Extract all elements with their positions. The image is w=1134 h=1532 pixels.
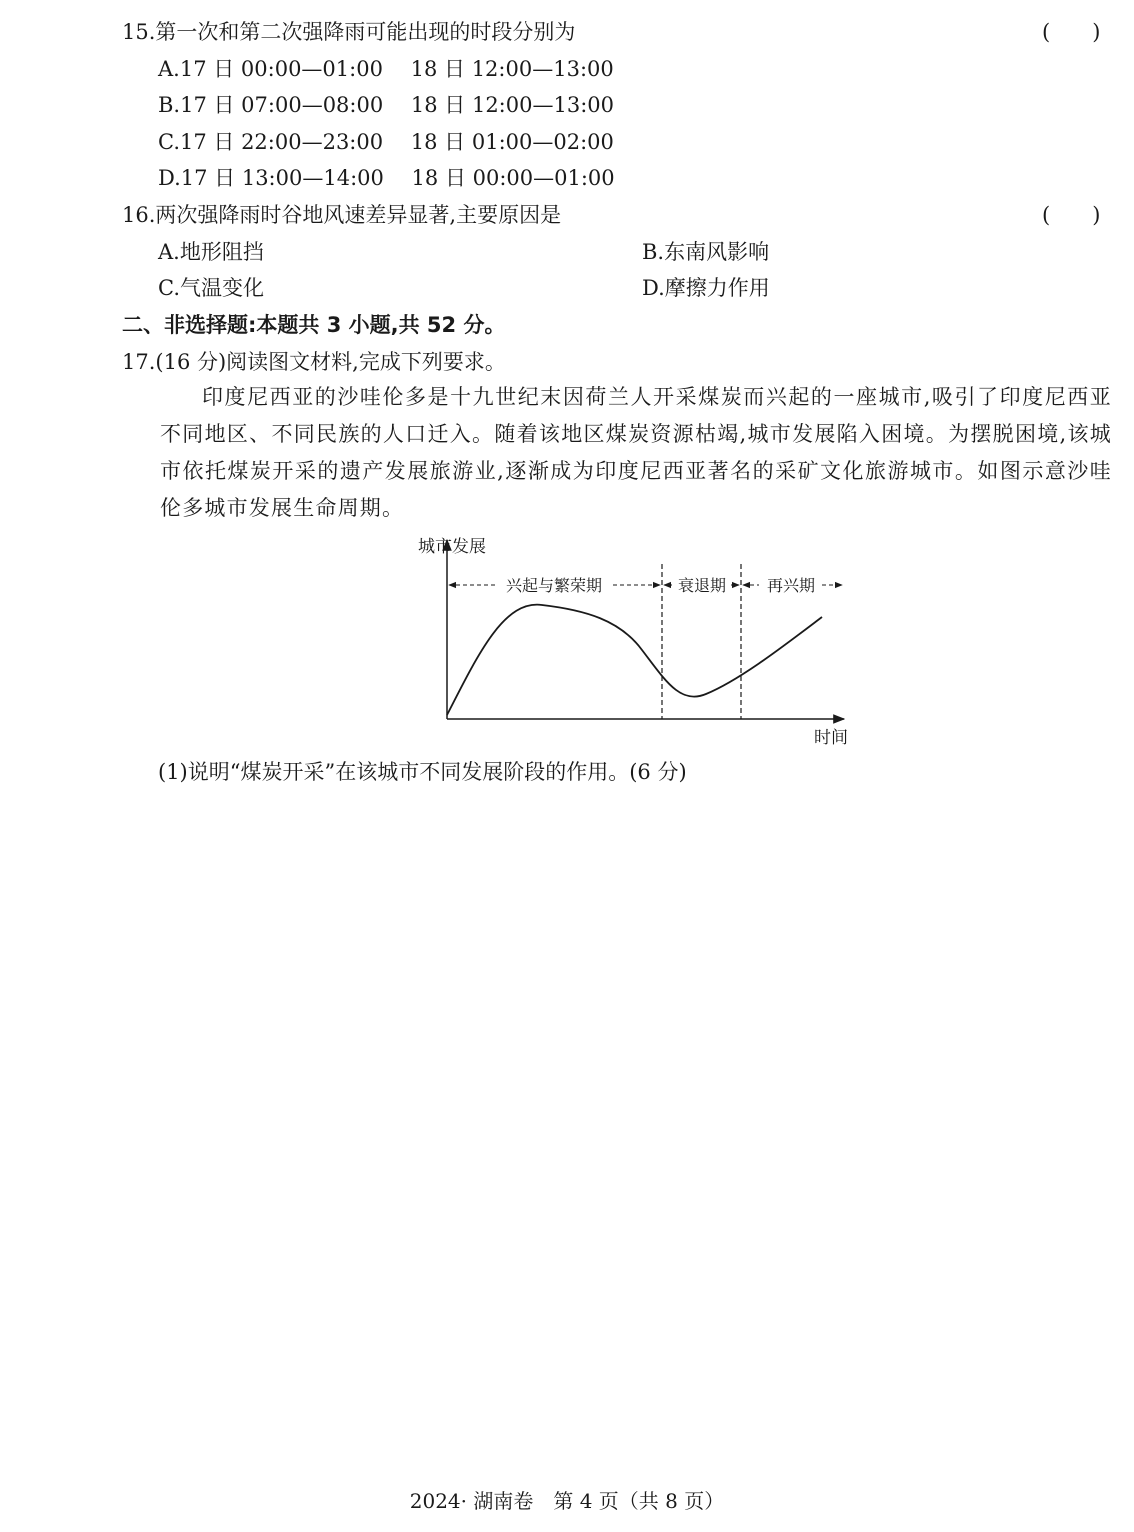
- q15-option-d: D.17 日 13:00—14:00 18 日 00:00—01:00: [158, 166, 615, 190]
- phase-label-2: 衰退期: [677, 576, 727, 595]
- q16-option-c: C.气温变化: [158, 276, 264, 300]
- page-footer: 2024· 湖南卷 第 4 页（共 8 页）: [409, 1489, 725, 1513]
- q16-option-a: A.地形阻挡: [158, 240, 264, 264]
- q17-stem: 17.(16 分)阅读图文材料,完成下列要求。: [122, 350, 506, 374]
- q17-sub1: (1)说明“煤炭开采”在该城市不同发展阶段的作用。(6 分): [158, 760, 687, 784]
- section2-title: 二、非选择题:本题共 3 小题,共 52 分。: [122, 313, 506, 337]
- development-curve: [447, 605, 822, 715]
- q17-material: 印度尼西亚的沙哇伦多是十九世纪末因荷兰人开采煤炭而兴起的一座城市,吸引了印度尼西亚不同地区、不同民族的人口迁入。随着该地区煤炭资源枯竭,城市发展陷入困境。为摆脱困境,该城市依托煤炭开采的遗产发展旅游业,逐渐成为印度尼西亚著名的采矿文化旅游城市。如图示意沙哇伦多城市发展生命周期。: [160, 385, 1112, 520]
- phase-label-3: 再兴期: [766, 576, 816, 595]
- city-lifecycle-chart: [410, 530, 860, 750]
- q15-option-a: A.17 日 00:00—01:00 18 日 12:00—13:00: [158, 57, 614, 81]
- phase-label-1: 兴起与繁荣期: [505, 576, 603, 595]
- q16-stem: 16.两次强降雨时谷地风速差异显著,主要原因是: [122, 203, 562, 227]
- q16-answer-paren: ( ): [1042, 203, 1101, 227]
- q15-option-c: C.17 日 22:00—23:00 18 日 01:00—02:00: [158, 130, 614, 154]
- q16-option-b: B.东南风影响: [642, 240, 770, 264]
- q15-answer-paren: ( ): [1042, 20, 1101, 44]
- q15-stem: 15.第一次和第二次强降雨可能出现的时段分别为: [122, 20, 576, 44]
- x-axis-label: 时间: [814, 728, 848, 748]
- q15-option-b: B.17 日 07:00—08:00 18 日 12:00—13:00: [158, 93, 615, 117]
- y-axis-label: 城市发展: [418, 537, 486, 557]
- q16-option-d: D.摩擦力作用: [642, 276, 770, 300]
